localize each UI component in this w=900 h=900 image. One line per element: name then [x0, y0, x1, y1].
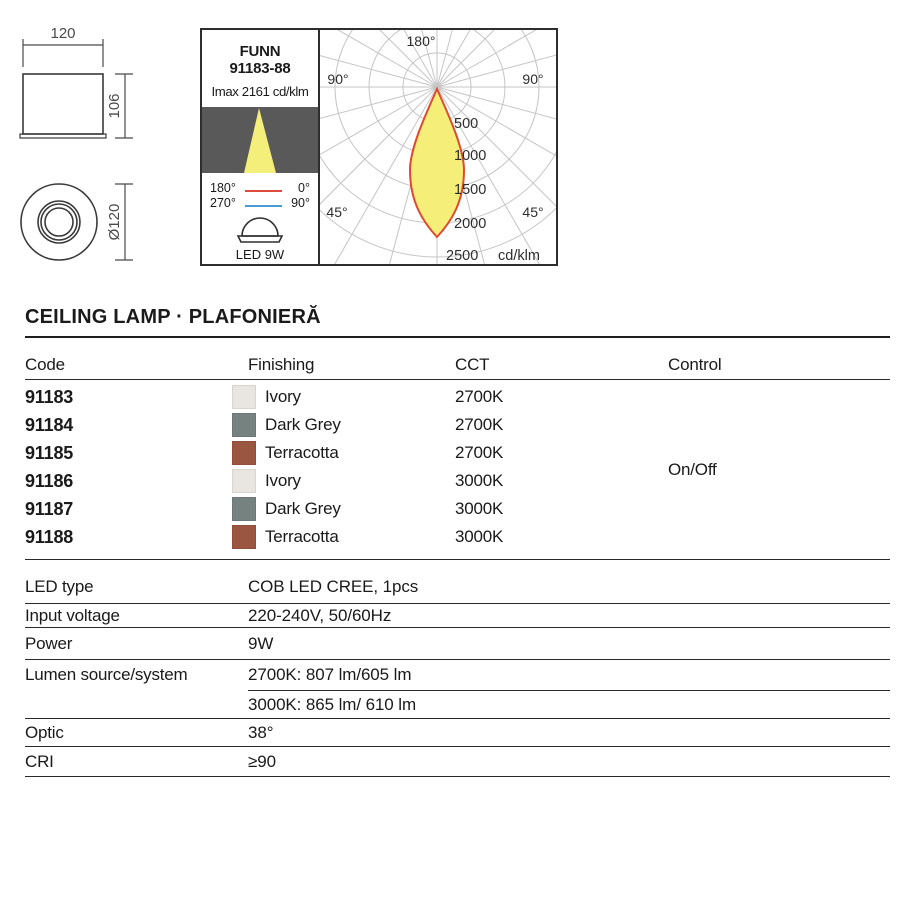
- angle-label-90-left: 90°: [327, 71, 349, 87]
- cct-value: 3000K: [455, 471, 504, 490]
- plane2-right-label: 90°: [291, 196, 310, 210]
- control-value: On/Off: [668, 459, 717, 479]
- product-name: FUNN: [239, 43, 281, 60]
- spec-label: LED type: [25, 577, 94, 596]
- cct-value: 3000K: [455, 527, 504, 546]
- product-code: 91185: [25, 442, 74, 463]
- spec-row-led-type: [25, 560, 890, 604]
- finish-swatch: [232, 385, 256, 409]
- title-rule: [25, 336, 890, 338]
- led-dome-icon: [232, 217, 288, 244]
- plane1-left-label: 180°: [210, 181, 236, 195]
- product-code: 91187: [25, 498, 74, 519]
- spec-label: CRI: [25, 751, 54, 771]
- finish-name: Dark Grey: [265, 415, 341, 434]
- product-code-range: 91183-88: [229, 60, 291, 77]
- datasheet-body: [25, 306, 890, 777]
- spec-label: Optic: [25, 722, 64, 742]
- ring-label-2000: 2000: [454, 216, 487, 232]
- cct-value: 2700K: [455, 387, 504, 406]
- spec-value: 220-240V, 50/60Hz: [248, 605, 392, 625]
- plane1-red-line: [245, 190, 282, 192]
- header-cct: CCT: [455, 355, 490, 374]
- cct-value: 2700K: [455, 443, 504, 462]
- finish-name: Ivory: [265, 387, 301, 406]
- spec-label: Input voltage: [25, 605, 120, 625]
- spec-value: COB LED CREE, 1pcs: [248, 577, 419, 596]
- finish-name: Terracotta: [265, 527, 339, 546]
- table-row: [25, 383, 890, 411]
- spec-row-optic: [25, 719, 890, 747]
- spec-row-input-voltage: [25, 604, 890, 628]
- product-code: 91184: [25, 414, 74, 435]
- ring-label-1000: 1000: [454, 148, 487, 164]
- photometry-info-panel: [202, 30, 320, 264]
- spec-row-lumen-2: [25, 691, 890, 719]
- c-plane-legend: [202, 180, 318, 210]
- table-row: [25, 439, 890, 467]
- dimension-drawings: [5, 15, 205, 275]
- ring-label-2500: 2500: [446, 248, 479, 264]
- polar-diagram: [320, 30, 556, 264]
- finish-swatch: [232, 441, 256, 465]
- product-code: 91183: [25, 386, 74, 407]
- finish-name: Dark Grey: [265, 499, 341, 518]
- table-row: [25, 495, 890, 523]
- height-dim-label: 106: [106, 93, 123, 119]
- header-control: Control: [668, 355, 722, 374]
- photometric-module: [200, 28, 558, 266]
- lamp-bottom-view: [21, 184, 97, 260]
- spec-row-cri: [25, 747, 890, 777]
- ring-label-1500: 1500: [454, 182, 487, 198]
- spec-row-power: [25, 628, 890, 660]
- ring-label-500: 500: [454, 116, 479, 132]
- spec-row-lumen: [25, 660, 890, 690]
- header-finishing: Finishing: [248, 355, 315, 374]
- product-code: 91188: [25, 526, 74, 547]
- table-row: [25, 523, 890, 551]
- spec-value: 2700K: 807 lm/605 lm: [248, 665, 412, 684]
- spec-value: 9W: [248, 633, 274, 653]
- table-header-row: [25, 355, 890, 375]
- table-row: [25, 411, 890, 439]
- cct-value: 2700K: [455, 415, 504, 434]
- table-row: [25, 467, 890, 495]
- width-dim-label: 120: [50, 25, 76, 42]
- cct-value: 3000K: [455, 499, 504, 518]
- finish-swatch: [232, 497, 256, 521]
- beam-cone: [244, 108, 276, 173]
- plane2-blue-line: [245, 205, 282, 207]
- lamp-type-label: LED 9W: [235, 247, 285, 262]
- unit-label: cd/klm: [498, 248, 540, 264]
- spec-value: ≥90: [248, 751, 276, 771]
- beam-cone-diagram: [202, 107, 318, 173]
- spec-label: Lumen source/system: [25, 665, 188, 684]
- header-code: Code: [25, 355, 65, 374]
- lamp-side-view: [23, 74, 103, 134]
- plane1-right-label: 0°: [298, 181, 310, 195]
- finish-swatch: [232, 413, 256, 437]
- finish-swatch: [232, 469, 256, 493]
- product-code: 91186: [25, 470, 74, 491]
- plane2-left-label: 270°: [210, 196, 236, 210]
- angle-label-45-right: 45°: [522, 204, 544, 220]
- page-title: CEILING LAMP · PLAFONIERĂ: [25, 306, 321, 328]
- finish-swatch: [232, 525, 256, 549]
- spec-value: 3000K: 865 lm/ 610 lm: [248, 694, 416, 714]
- diameter-dim-label: Ø120: [106, 203, 123, 241]
- spec-value: 38°: [248, 722, 274, 742]
- product-table-body: [25, 380, 890, 560]
- finish-name: Terracotta: [265, 443, 339, 462]
- finish-name: Ivory: [265, 471, 301, 490]
- angle-label-90-right: 90°: [522, 71, 544, 87]
- spec-label: Power: [25, 633, 73, 653]
- angle-label-45-left: 45°: [326, 204, 348, 220]
- angle-label-180: 180°: [406, 33, 436, 49]
- imax-value: Imax 2161 cd/klm: [211, 84, 309, 99]
